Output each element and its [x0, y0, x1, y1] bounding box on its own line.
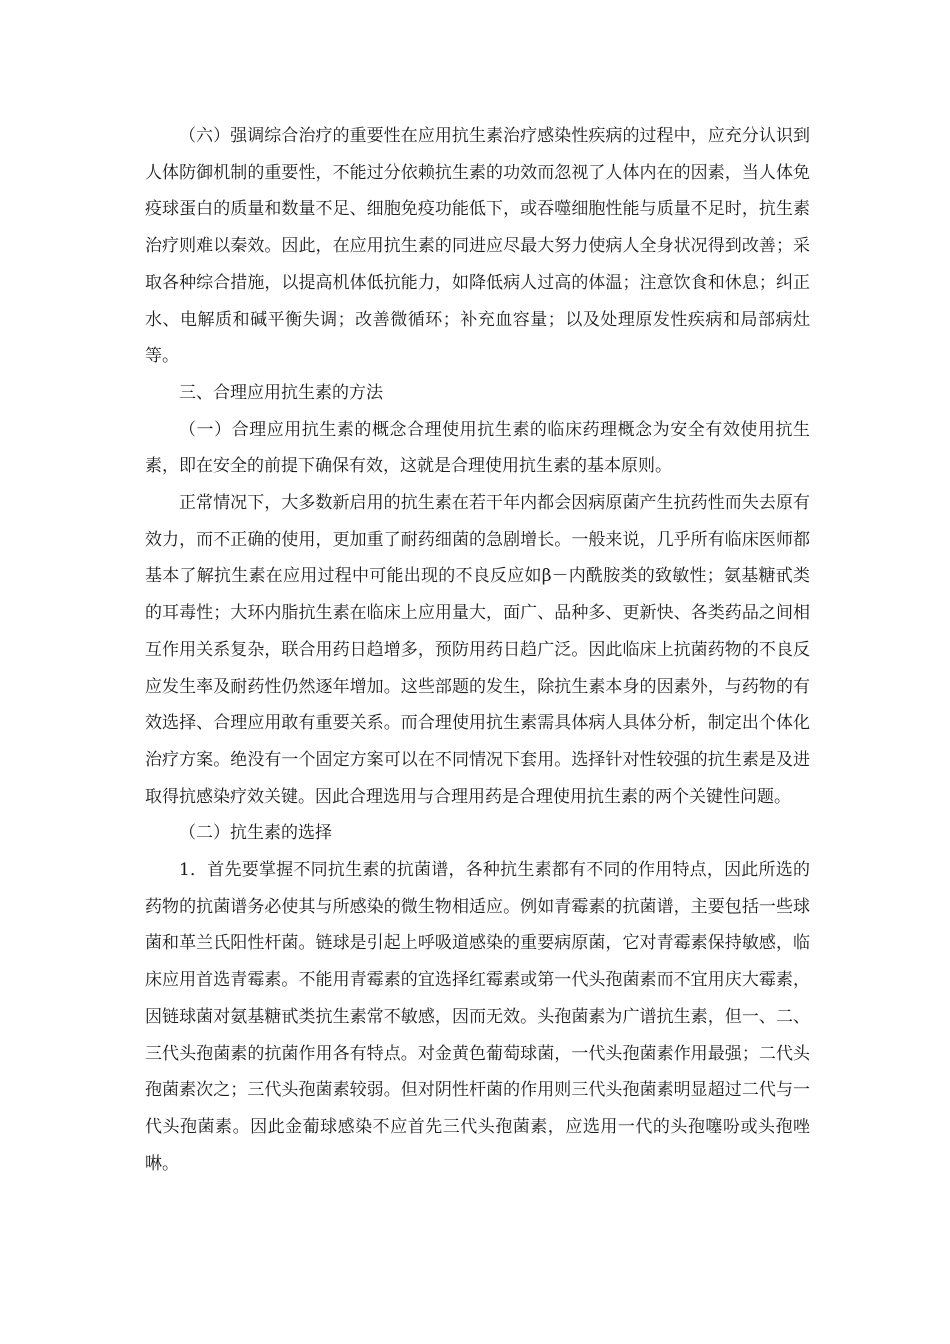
paragraph-concept: （一）合理应用抗生素的概念合理使用抗生素的临床药理概念为安全有效使用抗生素，即在安全的前提下确保有效，这就是合理使用抗生素的基本原则。: [145, 419, 810, 477]
paragraph-resistance: 正常情况下，大多数新启用的抗生素在若干年内都会因病原菌产生抗药性而失去原有效力，而不正确的使用，更加重了耐药细菌的急剧增长。一般来说，几乎所有临床医师都基本了解抗生素在应用过程中可能出现的不良反应如β－内酰胺类的致敏性；氨基糖甙类的耳毒性；大环内脂抗生素在临床上应用量大，面广、品种多、更新快、各类药品之间相互作用关系复杂，联合用药日趋增多，预防用药日趋广泛。因此临床上抗菌药物的不良反应发生率及耐药性仍然逐年增加。这些部题的发生，除抗生素本身的因素外，与药物的有效选择、合理应用敢有重要关系。而合理使用抗生素需具体病人具体分析，制定出个体化治疗方案。绝没有一个固定方案可以在不同情况下套用。选择针对性较强的抗生素是及进取得抗感染疗效关键。因此合理选用与合理用药是合理使用抗生素的两个关键性问题。: [145, 493, 810, 807]
paragraph-comprehensive-treatment: （六）强调综合治疗的重要性在应用抗生素治疗感染性疾病的过程中，应充分认识到人体防御机制的重要性，不能过分依赖抗生素的功效而忽视了人体内在的因素，当人体免疫球蛋白的质量和数量不足、细胞免疫功能低下，或吞噬细胞性能与质量不足时，抗生素治疗则难以秦效。因此，在应用抗生素的同进应尽最大努力使病人全身状况得到改善；采取各种综合措施，以提高机体低抗能力，如降低病人过高的体温；注意饮食和休息；纠正水、电解质和碱平衡失调；改善微循环；补充血容量；以及处理原发性疾病和局部病灶等。: [145, 126, 810, 367]
subheading-selection: （二）抗生素的选择: [179, 823, 332, 844]
document-body: [145, 118, 810, 1182]
section-heading-methods: 三、合理应用抗生素的方法: [179, 382, 383, 403]
paragraph-antibacterial-spectrum: 1．首先要掌握不同抗生素的抗菌谱，各种抗生素都有不同的作用特点，因此所选的药物的抗菌谱务必使其与所感染的微生物相适应。例如青霉素的抗菌谱，主要包括一些球菌和革兰氏阳性杆菌。链球是引起上呼吸道感染的重要病原菌，它对青霉素保持敏感，临床应用首选青霉素。不能用青霉素的宜选择红霉素或第一代头孢菌素而不宜用庆大霉素，因链球菌对氨基糖甙类抗生素常不敏感，因而无效。头孢菌素为广谱抗生素，但一、二、三代头孢菌素的抗菌作用各有特点。对金黄色葡萄球菌，一代头孢菌素作用最强；二代头孢菌素次之；三代头孢菌素较弱。但对阴性杆菌的作用则三代头孢菌素明显超过二代与一代头孢菌素。因此金葡球感染不应首先三代头孢菌素，应选用一代的头孢噻吩或头孢唑啉。: [145, 860, 810, 1174]
